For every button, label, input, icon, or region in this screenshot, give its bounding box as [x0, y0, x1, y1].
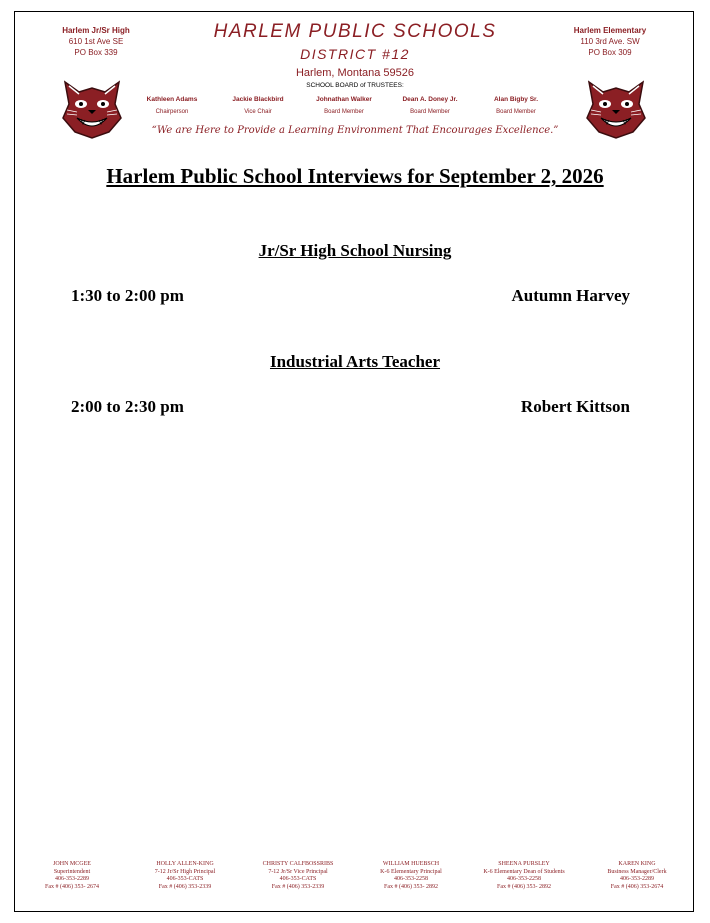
candidate-name: Robert Kittson [520, 397, 630, 416]
staff-phone: 406-353-CATS [166, 876, 204, 882]
left-school-pobox: PO Box 339 [74, 48, 118, 57]
interview-time: 2:00 to 2:30 pm [71, 397, 184, 416]
staff-phone: 406-353-CATS [279, 876, 317, 882]
board-member-role: Board Member [324, 109, 364, 115]
staff-fax: Fax # (406) 353-2339 [158, 883, 212, 890]
right-school-name: Harlem Elementary [573, 26, 647, 35]
staff-name: SHEENA PURSLEY [498, 861, 550, 867]
staff-phone: 406-353-2289 [55, 876, 89, 882]
board-member-name: Kathleen Adams [146, 96, 198, 103]
right-school-pobox: PO Box 309 [588, 48, 632, 57]
board-member-role: Vice Chair [244, 109, 272, 115]
board-member-role: Chairperson [155, 109, 189, 115]
document-page [14, 11, 694, 912]
staff-role: Superintendent [53, 868, 91, 875]
interview-time: 1:30 to 2:00 pm [71, 286, 184, 305]
staff-phone: 406-353-2289 [620, 876, 654, 882]
staff-fax: Fax # (406) 353- 2674 [45, 883, 99, 890]
staff-contact [13, 861, 131, 891]
staff-contact [352, 861, 470, 891]
staff-fax: Fax # (406) 353-2674 [610, 883, 664, 890]
board-member-role: Board Member [496, 109, 536, 115]
board-member [471, 95, 561, 117]
letterhead-district: DISTRICT #12 [300, 46, 410, 62]
letterhead-city: Harlem, Montana 59526 [295, 67, 414, 79]
staff-fax: Fax # (406) 353- 2892 [384, 883, 438, 890]
letterhead-title: HARLEM PUBLIC SCHOOLS [213, 21, 497, 42]
board-member-name: Johnathan Walker [316, 96, 372, 103]
staff-contact [465, 861, 583, 891]
left-school-street: 610 1st Ave SE [68, 37, 124, 46]
board-members [139, 95, 569, 119]
board-member-name: Alan Bigby Sr. [493, 96, 539, 103]
board-member [213, 95, 303, 117]
staff-role: 7-12 Jr/Sr High Principal [154, 868, 216, 875]
staff-name: HOLLY ALLEN-KING [156, 861, 214, 867]
right-school-street: 110 3rd Ave. SW [580, 37, 640, 46]
staff-name: JOHN MCGEE [53, 861, 91, 867]
school-motto: “We are Here to Provide a Learning Environment That Encourages Excellence.” [151, 125, 559, 136]
board-member-name: Dean A. Doney Jr. [402, 96, 458, 103]
staff-role: 7-12 Jr/Sr Vice Principal [268, 868, 328, 875]
staff-contact [578, 861, 696, 891]
staff-phone: 406-353-2258 [507, 876, 541, 882]
interviews-heading: Harlem Public School Interviews for September 2, 2026 [106, 164, 604, 188]
staff-fax: Fax # (406) 353-2339 [271, 883, 325, 890]
position-title: Jr/Sr High School Nursing [258, 241, 452, 260]
board-member [385, 95, 475, 117]
staff-role: Business Manager/Clerk [607, 868, 667, 875]
board-member [299, 95, 389, 117]
board-member [127, 95, 217, 117]
staff-role: K-6 Elementary Dean of Students [483, 868, 565, 875]
staff-phone: 406-353-2258 [394, 876, 428, 882]
staff-contact [239, 861, 357, 891]
board-of-trustees-title: SCHOOL BOARD of TRUSTEES: [306, 82, 404, 89]
left-school-name: Harlem Jr/Sr High [62, 26, 130, 35]
staff-role: K-6 Elementary Principal [380, 868, 442, 875]
candidate-name: Autumn Harvey [511, 286, 630, 305]
staff-name: WILLIAM HUEBSCH [382, 861, 440, 867]
staff-fax: Fax # (406) 353- 2892 [497, 883, 551, 890]
staff-name: CHRISTY CALFBOSSRIBS [262, 861, 334, 867]
staff-footer [15, 861, 695, 901]
board-member-name: Jackie Blackbird [232, 96, 284, 103]
staff-contact [126, 861, 244, 891]
board-member-role: Board Member [410, 109, 450, 115]
position-title: Industrial Arts Teacher [269, 352, 441, 371]
staff-name: KAREN KING [618, 861, 656, 867]
